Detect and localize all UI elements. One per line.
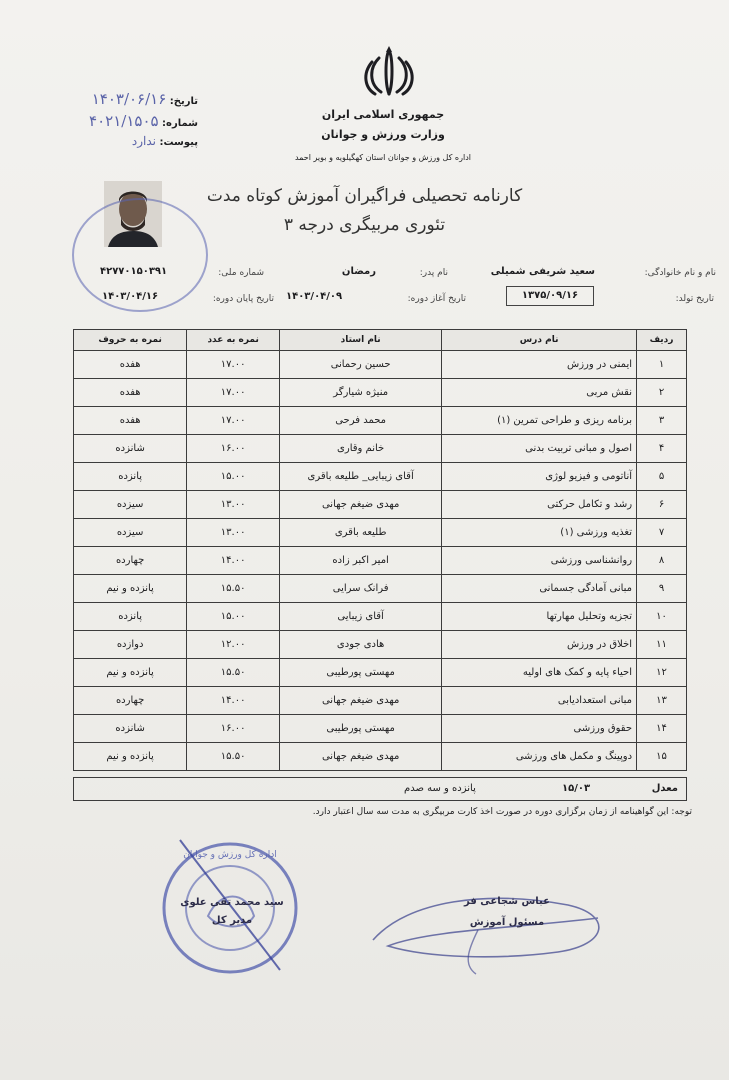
course-name: مبانی استعدادیابی bbox=[442, 687, 637, 715]
numeric-grade: ۱۳.۰۰ bbox=[187, 519, 280, 547]
numeric-grade: ۱۲.۰۰ bbox=[187, 631, 280, 659]
row-number: ۱۲ bbox=[637, 659, 687, 687]
word-grade: چهارده bbox=[74, 687, 187, 715]
right-signatory-name: عباس شجاعی فر bbox=[464, 896, 550, 907]
word-grade: هفده bbox=[74, 379, 187, 407]
teacher-name: هادی جودی bbox=[280, 631, 442, 659]
reference-number bbox=[30, 112, 198, 130]
row-number: ۱۳ bbox=[637, 687, 687, 715]
document-subtitle: تئوری مربیگری درجه ۳ bbox=[283, 215, 446, 235]
end-label: تاریخ پایان دوره: bbox=[212, 294, 274, 304]
teacher-name: مهستی پورطیبی bbox=[280, 659, 442, 687]
course-name: تجزیه وتحلیل مهارتها bbox=[442, 603, 637, 631]
word-grade: شانزده bbox=[74, 435, 187, 463]
table-row bbox=[74, 351, 687, 379]
course-name: برنامه ریزی و طراحی تمرین (۱) bbox=[442, 407, 637, 435]
student-name: سعید شریفی شمیلی bbox=[490, 266, 595, 277]
word-grade: سیزده bbox=[74, 519, 187, 547]
table-row bbox=[74, 463, 687, 491]
word-grade: دوازده bbox=[74, 631, 187, 659]
teacher-name: امیر اکبر زاده bbox=[280, 547, 442, 575]
table-header-row bbox=[74, 330, 687, 351]
ministry-title: وزارت ورزش و جوانان bbox=[321, 128, 445, 141]
name-label: نام و نام خانوادگی: bbox=[644, 268, 716, 278]
course-name: روانشناسی ورزشی bbox=[442, 547, 637, 575]
numeric-grade: ۱۷.۰۰ bbox=[187, 379, 280, 407]
teacher-name: آقای زیبایی_ طلیعه باقری bbox=[280, 463, 442, 491]
teacher-name: منیژه شیارگر bbox=[280, 379, 442, 407]
start-label: تاریخ آغاز دوره: bbox=[407, 294, 466, 304]
reference-date bbox=[30, 90, 198, 108]
table-row bbox=[74, 519, 687, 547]
course-name: مبانی آمادگی جسمانی bbox=[442, 575, 637, 603]
teacher-name: مهدی ضیغم جهانی bbox=[280, 743, 442, 771]
header-row-number: ردیف bbox=[637, 330, 687, 351]
average-row bbox=[73, 777, 687, 801]
office-title: اداره کل ورزش و جوانان استان کهگیلویه و بویر احمد bbox=[294, 153, 471, 162]
word-grade: پانزده bbox=[74, 463, 187, 491]
row-number: ۲ bbox=[637, 379, 687, 407]
course-name: احیاء پایه و کمک های اولیه bbox=[442, 659, 637, 687]
table-row bbox=[74, 631, 687, 659]
row-number: ۹ bbox=[637, 575, 687, 603]
numeric-grade: ۱۵.۵۰ bbox=[187, 743, 280, 771]
teacher-name: طلیعه باقری bbox=[280, 519, 442, 547]
teacher-name: آقای زیبایی bbox=[280, 603, 442, 631]
national-id-label: شماره ملی: bbox=[218, 268, 264, 278]
table-row bbox=[74, 435, 687, 463]
numeric-grade: ۱۵.۵۰ bbox=[187, 659, 280, 687]
date-label: تاریخ: bbox=[169, 96, 198, 107]
start-date: ۱۴۰۳/۰۴/۰۹ bbox=[286, 291, 343, 302]
header-teacher: نام استاد bbox=[280, 330, 442, 351]
average-words: پانزده و سه صدم bbox=[404, 783, 476, 794]
table-row bbox=[74, 547, 687, 575]
numeric-grade: ۱۶.۰۰ bbox=[187, 435, 280, 463]
numeric-grade: ۱۵.۰۰ bbox=[187, 603, 280, 631]
iran-emblem-icon bbox=[359, 44, 419, 100]
course-name: نقش مربی bbox=[442, 379, 637, 407]
average-value: ۱۵/۰۳ bbox=[562, 783, 591, 794]
word-grade: پانزده و نیم bbox=[74, 743, 187, 771]
word-grade: چهارده bbox=[74, 547, 187, 575]
table-row bbox=[74, 491, 687, 519]
number-label: شماره: bbox=[162, 118, 198, 129]
teacher-name: حسین رحمانی bbox=[280, 351, 442, 379]
date-value: ۱۴۰۳/۰۶/۱۶ bbox=[91, 90, 167, 108]
document-title: کارنامه تحصیلی فراگیران آموزش کوتاه مدت bbox=[206, 186, 523, 206]
validity-note: توجه: این گواهینامه از زمان برگزاری دوره در صورت اخذ کارت مربیگری به مدت سه سال اعتبار دارد. bbox=[312, 807, 692, 817]
grades-table bbox=[73, 329, 687, 771]
table-row bbox=[74, 743, 687, 771]
left-signatory-name: سید محمد تقی علوی bbox=[180, 897, 284, 908]
numeric-grade: ۱۷.۰۰ bbox=[187, 407, 280, 435]
table-row bbox=[74, 715, 687, 743]
header-numeric-grade: نمره به عدد bbox=[187, 330, 280, 351]
row-number: ۱۵ bbox=[637, 743, 687, 771]
birth-date: ۱۳۷۵/۰۹/۱۶ bbox=[506, 286, 594, 306]
stamp-text: اداره کل ورزش و جوانان bbox=[183, 850, 277, 860]
father-label: نام پدر: bbox=[419, 268, 448, 278]
header-course: نام درس bbox=[442, 330, 637, 351]
course-name: ایمنی در ورزش bbox=[442, 351, 637, 379]
row-number: ۱۱ bbox=[637, 631, 687, 659]
course-name: حقوق ورزشی bbox=[442, 715, 637, 743]
course-name: دوپینگ و مکمل های ورزشی bbox=[442, 743, 637, 771]
row-number: ۱۴ bbox=[637, 715, 687, 743]
table-row bbox=[74, 687, 687, 715]
row-number: ۱۰ bbox=[637, 603, 687, 631]
word-grade: سیزده bbox=[74, 491, 187, 519]
attachment-value: ندارد bbox=[131, 134, 156, 148]
word-grade: هفده bbox=[74, 407, 187, 435]
header-word-grade: نمره به حروف bbox=[74, 330, 187, 351]
left-signatory-title: مدیر کل bbox=[211, 915, 253, 926]
father-name: رمضان bbox=[341, 266, 376, 277]
row-number: ۶ bbox=[637, 491, 687, 519]
teacher-name: مهستی پورطیبی bbox=[280, 715, 442, 743]
word-grade: پانزده bbox=[74, 603, 187, 631]
numeric-grade: ۱۳.۰۰ bbox=[187, 491, 280, 519]
numeric-grade: ۱۴.۰۰ bbox=[187, 687, 280, 715]
republic-title: جمهوری اسلامی ایران bbox=[321, 108, 445, 121]
table-row bbox=[74, 659, 687, 687]
row-number: ۱ bbox=[637, 351, 687, 379]
course-name: آناتومی و فیزیو لوژی bbox=[442, 463, 637, 491]
birth-label: تاریخ تولد: bbox=[675, 294, 714, 304]
numeric-grade: ۱۵.۰۰ bbox=[187, 463, 280, 491]
table-row bbox=[74, 575, 687, 603]
table-row bbox=[74, 407, 687, 435]
word-grade: پانزده و نیم bbox=[74, 659, 187, 687]
national-id: ۴۲۷۷۰۱۵۰۳۹۱ bbox=[100, 266, 168, 277]
table-row bbox=[74, 603, 687, 631]
row-number: ۵ bbox=[637, 463, 687, 491]
teacher-name: فرانک سرایی bbox=[280, 575, 442, 603]
numeric-grade: ۱۵.۵۰ bbox=[187, 575, 280, 603]
course-name: تغذیه ورزشی (۱) bbox=[442, 519, 637, 547]
teacher-name: خانم وقاری bbox=[280, 435, 442, 463]
row-number: ۴ bbox=[637, 435, 687, 463]
row-number: ۳ bbox=[637, 407, 687, 435]
reference-attachment bbox=[30, 134, 198, 148]
row-number: ۸ bbox=[637, 547, 687, 575]
teacher-name: مهدی ضیغم جهانی bbox=[280, 491, 442, 519]
course-name: اخلاق در ورزش bbox=[442, 631, 637, 659]
numeric-grade: ۱۷.۰۰ bbox=[187, 351, 280, 379]
word-grade: پانزده و نیم bbox=[74, 575, 187, 603]
right-signatory-title: مسئول آموزش bbox=[469, 917, 545, 928]
average-label: معدل bbox=[651, 783, 678, 794]
word-grade: شانزده bbox=[74, 715, 187, 743]
attachment-label: پیوست: bbox=[159, 137, 198, 148]
teacher-name: مهدی ضیغم جهانی bbox=[280, 687, 442, 715]
number-value: ۴۰۲۱/۱۵۰۵ bbox=[89, 112, 159, 130]
course-name: رشد و تکامل حرکتی bbox=[442, 491, 637, 519]
word-grade: هفده bbox=[74, 351, 187, 379]
table-row bbox=[74, 379, 687, 407]
course-name: اصول و مبانی تربیت بدنی bbox=[442, 435, 637, 463]
numeric-grade: ۱۶.۰۰ bbox=[187, 715, 280, 743]
numeric-grade: ۱۴.۰۰ bbox=[187, 547, 280, 575]
teacher-name: محمد فرحی bbox=[280, 407, 442, 435]
row-number: ۷ bbox=[637, 519, 687, 547]
end-date: ۱۴۰۳/۰۴/۱۶ bbox=[102, 291, 159, 302]
